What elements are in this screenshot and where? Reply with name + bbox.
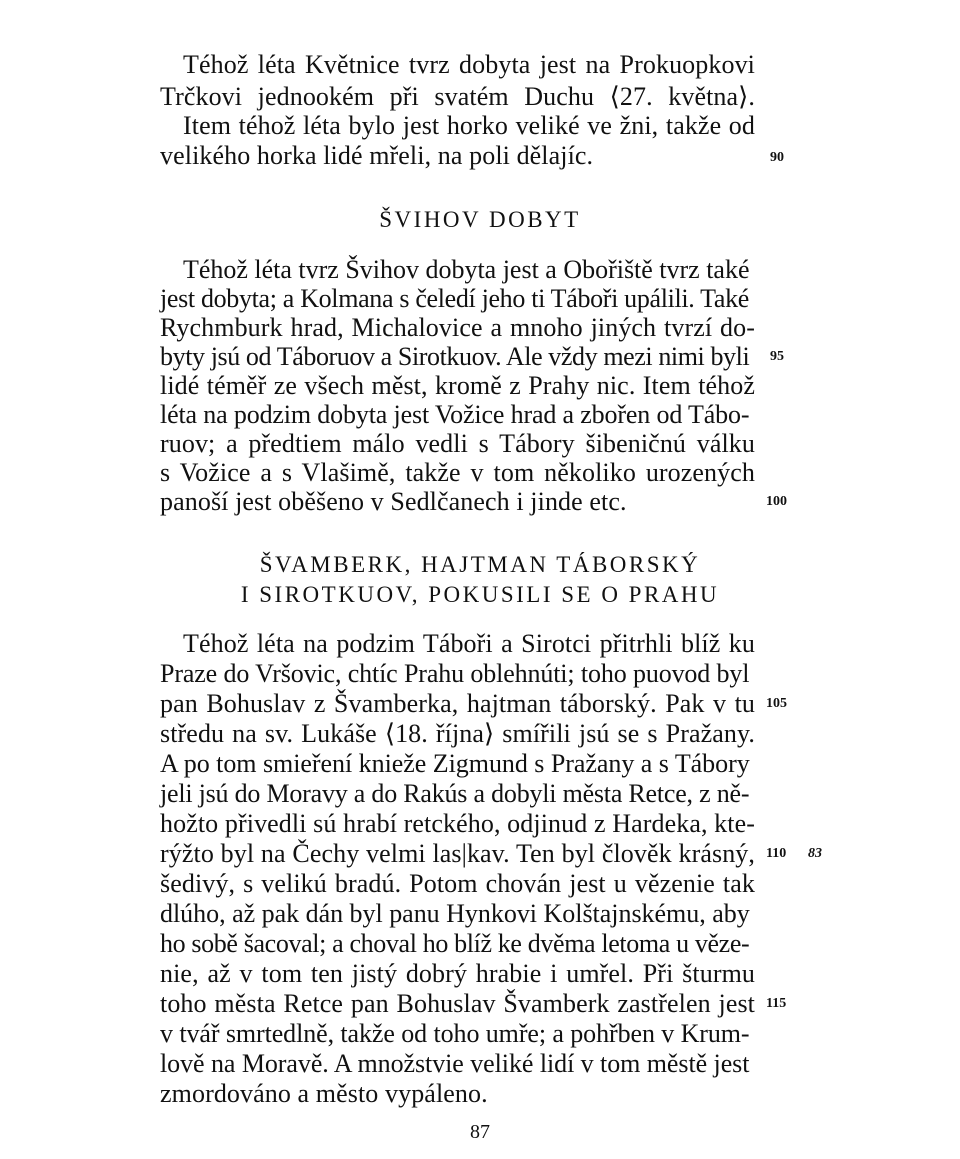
line-text: jest dobyta; a Kolmana s čeledí jeho ti Táboři upálili. Také xyxy=(160,284,749,313)
line-text: Praze do Vršovic, chtíc Prahu oblehnúti; toho puovod byl xyxy=(160,659,750,688)
line-text: s Vožice a s Vlašimě, takže v tom několiko urozených xyxy=(160,458,755,487)
line-text: lidé téměř ze všech měst, kromě z Prahy nic. Item téhož xyxy=(160,371,755,400)
original-page-marker: 83 xyxy=(808,846,822,861)
section-heading: ŠVIHOV DOBYT xyxy=(379,207,581,232)
line-text: lově na Moravě. A množstvie veliké lidí v tom městě jest xyxy=(160,1049,750,1078)
line-text: panoší jest oběšeno v Sedlčanech i jinde etc. xyxy=(160,487,627,516)
line-text: v tvář smrtedlně, takže od toho umře; a pohřben v Krum- xyxy=(160,1019,750,1048)
line-text: Téhož léta tvrz Švihov dobyta jest a Obořiště tvrz také xyxy=(183,255,750,284)
line-text: Téhož léta na podzim Táboři a Sirotci přitrhli blíž ku xyxy=(183,629,755,658)
line-text: středu na sv. Lukáše ⟨18. října⟩ smířili jsú se s Pražany. xyxy=(160,719,755,748)
page-number: 87 xyxy=(470,1121,490,1143)
line-text: pan Bohuslav z Švamberka, hajtman táborský. Pak v tu xyxy=(160,689,755,718)
section-heading: ŠVAMBERK, HAJTMAN TÁBORSKÝ xyxy=(259,552,701,577)
line-text: ruov; a předtiem málo vedli s Tábory šibeničnú válku xyxy=(160,429,755,458)
line-text: velikého horka lidé mřeli, na poli dělajíc. xyxy=(160,141,594,170)
line-text: hožto přivedli sú hrabí retckého, odjinud z Hardeka, kte- xyxy=(160,809,755,838)
line-text: Téhož léta Květnice tvrz dobyta jest na Prokuopkovi xyxy=(183,50,755,79)
line-text: byty jsú od Táboruov a Sirotkuov. Ale vždy mezi nimi byli xyxy=(160,342,750,371)
line-text: A po tom smieření knieže Zigmund s Pražany a s Tábory xyxy=(160,749,750,778)
line-text: Rychmburk hrad, Michalovice a mnoho jiných tvrzí do- xyxy=(160,313,755,342)
line-text: nie, až v tom ten jistý dobrý hrabie i umřel. Při šturmu xyxy=(160,959,755,988)
line-number: 90 xyxy=(770,150,784,165)
line-text: Item téhož léta bylo jest horko veliké ve žni, takže od xyxy=(183,111,755,140)
line-number: 110 xyxy=(766,846,787,861)
line-text: léta na podzim dobyta jest Vožice hrad a zbořen od Tábo- xyxy=(160,400,750,429)
section-heading: I SIROTKUOV, POKUSILI SE O PRAHU xyxy=(240,582,720,607)
line-text: šedivý, s velikú bradú. Potom chován jest u vězenie tak xyxy=(160,869,755,898)
line-text: rýžto byl na Čechy velmi las|kav. Ten byl člověk krásný, xyxy=(160,839,755,868)
line-text: ho sobě šacoval; a choval ho blíž ke dvěma letoma u věze- xyxy=(160,929,750,958)
line-text: Trčkovi jednookém při svatém Duchu ⟨27. května⟩. xyxy=(160,82,755,111)
line-text: zmordováno a město vypáleno. xyxy=(160,1079,488,1108)
line-text: toho města Retce pan Bohuslav Švamberk zastřelen jest xyxy=(160,989,755,1018)
line-text: dlúho, až pak dán byl panu Hynkovi Kolštajnskému, aby xyxy=(160,899,750,928)
line-number: 95 xyxy=(770,349,784,364)
line-number: 115 xyxy=(766,996,787,1011)
line-text: jeli jsú do Moravy a do Rakús a dobyli města Retce, z ně- xyxy=(160,779,750,808)
line-number: 100 xyxy=(766,494,787,509)
line-number: 105 xyxy=(766,696,787,711)
